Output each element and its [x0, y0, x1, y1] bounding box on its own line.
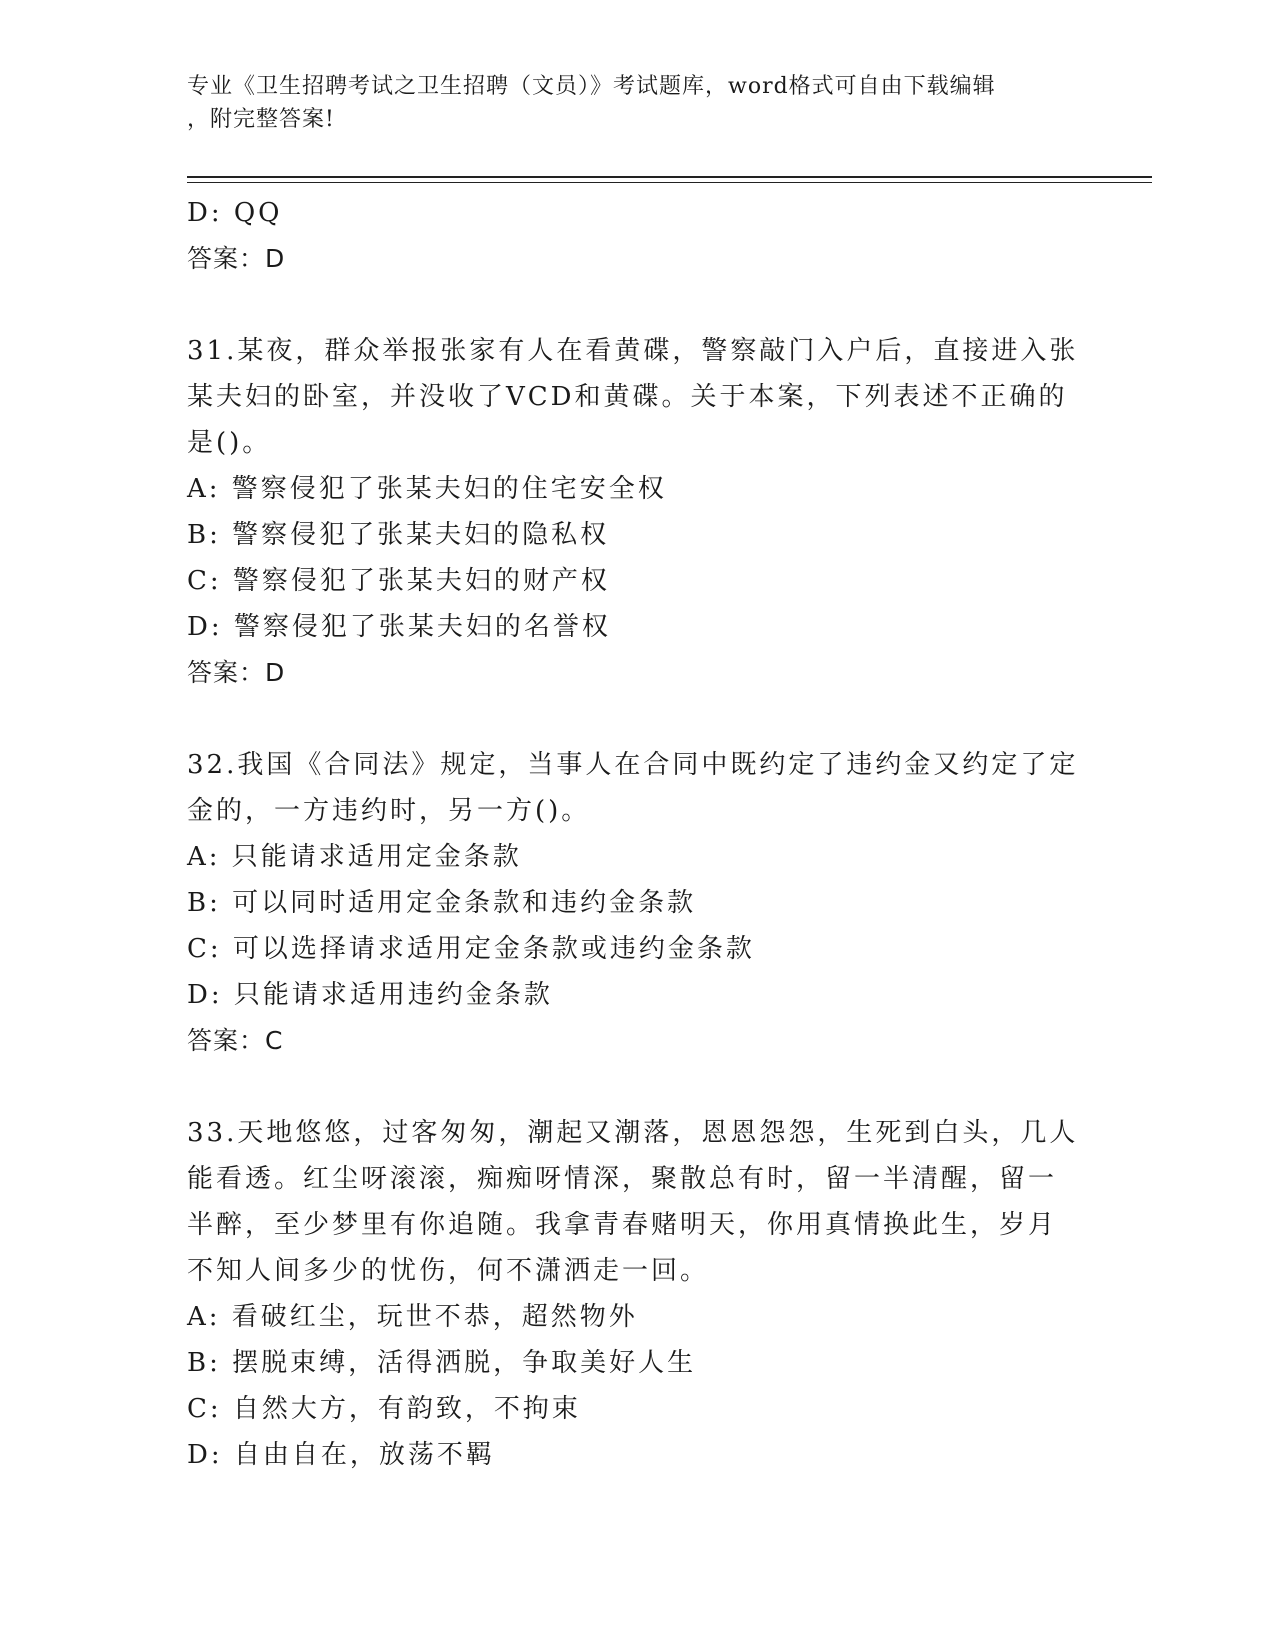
question-stem-line: 33.天地悠悠，过客匆匆，潮起又潮落，恩恩怨怨，生死到白头，几人 — [187, 1118, 1079, 1148]
spacer — [187, 282, 1087, 328]
option-d: D: 自由自在，放荡不羁 — [187, 1440, 495, 1470]
option-c: C: 警察侵犯了张某夫妇的财产权 — [187, 566, 610, 596]
question-list — [187, 190, 1087, 1478]
question-stem-line: 31.某夜，群众举报张家有人在看黄碟，警察敲门入户后，直接进入张 — [187, 336, 1079, 366]
question-stem-line: 半醉，至少梦里有你追随。我拿青春赌明天，你用真情换此生，岁月 — [187, 1210, 1058, 1240]
option-b: B: 可以同时适用定金条款和违约金条款 — [187, 888, 697, 918]
question-32 — [187, 742, 1087, 1064]
spacer — [187, 1064, 1087, 1110]
prev-option-d: D: QQ — [187, 198, 283, 228]
question-stem-line: 能看透。红尘呀滚滚，痴痴呀情深，聚散总有时，留一半清醒，留一 — [187, 1164, 1058, 1194]
answer: 答案：D — [187, 658, 286, 687]
header-line-1: 专业《卫生招聘考试之卫生招聘（文员）》考试题库，word格式可自由下载编辑 — [187, 74, 996, 99]
option-b: B: 摆脱束缚，活得洒脱，争取美好人生 — [187, 1348, 697, 1378]
option-c: C: 自然大方，有韵致，不拘束 — [187, 1394, 581, 1424]
header-rule-thin — [187, 182, 1152, 183]
page-header — [187, 70, 1087, 136]
question-stem-line: 是()。 — [187, 428, 272, 458]
question-stem-line: 不知人间多少的忧伤，何不潇洒走一回。 — [187, 1256, 710, 1286]
question-stem-line: 32.我国《合同法》规定，当事人在合同中既约定了违约金又约定了定 — [187, 750, 1079, 780]
header-rule-thick — [187, 176, 1152, 178]
option-a: A: 只能请求适用定金条款 — [187, 842, 522, 872]
question-stem-line: 某夫妇的卧室，并没收了VCD和黄碟。关于本案，下列表述不正确的 — [187, 382, 1068, 412]
option-b: B: 警察侵犯了张某夫妇的隐私权 — [187, 520, 610, 550]
question-31 — [187, 328, 1087, 696]
answer: 答案：C — [187, 1026, 284, 1055]
prev-answer: 答案：D — [187, 244, 286, 273]
question-33 — [187, 1110, 1087, 1478]
option-d: D: 警察侵犯了张某夫妇的名誉权 — [187, 612, 611, 642]
option-a: A: 看破红尘，玩世不恭，超然物外 — [187, 1302, 638, 1332]
option-d: D: 只能请求适用违约金条款 — [187, 980, 553, 1010]
option-c: C: 可以选择请求适用定金条款或违约金条款 — [187, 934, 755, 964]
option-a: A: 警察侵犯了张某夫妇的住宅安全权 — [187, 474, 667, 504]
header-line-2: ，附完整答案! — [187, 107, 335, 132]
question-stem-line: 金的，一方违约时，另一方()。 — [187, 796, 591, 826]
spacer — [187, 696, 1087, 742]
